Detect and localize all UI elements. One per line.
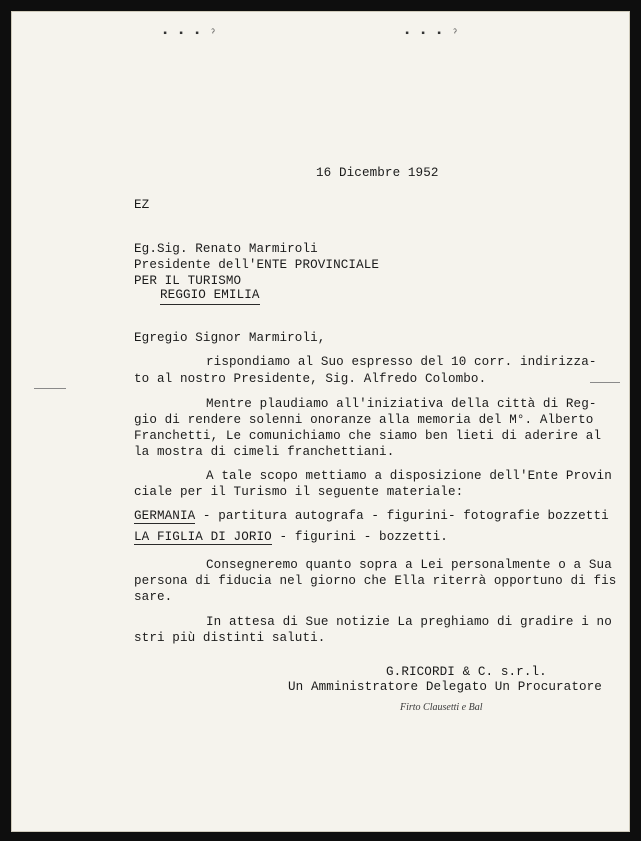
reference-code: EZ (134, 198, 150, 212)
company-name: G.RICORDI & C. s.r.l. (386, 665, 547, 679)
paragraph-line: la mostra di cimeli franchettiani. (134, 445, 395, 459)
material-title: GERMANIA (134, 509, 196, 523)
letter-date: 16 Dicembre 1952 (316, 166, 439, 180)
paragraph-line: Consegneremo quanto sopra a Lei personalmente o a Sua (206, 558, 612, 572)
material-desc: - figurini - bozzetti. (271, 530, 448, 544)
top-mark-left: ▪ ▪ ▪ ˀ (162, 29, 219, 40)
material-desc: - partitura autografa - figurini- fotografie bozzetti (195, 509, 609, 523)
recipient-city: REGGIO EMILIA (160, 287, 260, 305)
recipient-line: PER IL TURISMO (134, 274, 242, 288)
material-item (134, 527, 448, 547)
paragraph-line: Franchetti, Le comunichiamo che siamo ben lieti di aderire al (134, 429, 602, 443)
paragraph-line: rispondiamo al Suo espresso del 10 corr. indirizza- (206, 355, 597, 369)
paragraph-line: A tale scopo mettiamo a disposizione dell'Ente Provin (206, 469, 612, 483)
paragraph-line: persona di fiducia nel giorno che Ella riterrà opportuno di fis (134, 574, 617, 588)
fold-mark-left (34, 388, 66, 389)
paragraph-line: gio di rendere solenni onoranze alla memoria del M°. Alberto (134, 413, 594, 427)
signature-note: Firto Clausetti e Bal (400, 702, 483, 713)
paragraph-line: to al nostro Presidente, Sig. Alfredo Colombo. (134, 372, 487, 386)
paragraph-line: Mentre plaudiamo all'iniziativa della città di Reg- (206, 397, 597, 411)
letter-page (11, 11, 630, 832)
paragraph-line: In attesa di Sue notizie La preghiamo di gradire i no (206, 615, 612, 629)
recipient-line: Eg.Sig. Renato Marmiroli (134, 242, 318, 256)
salutation: Egregio Signor Marmiroli, (134, 331, 326, 345)
material-title: LA FIGLIA DI JORIO (134, 530, 272, 544)
recipient-line: Presidente dell'ENTE PROVINCIALE (134, 258, 380, 272)
top-mark-right: ▪ ▪ ▪ ˀ (404, 29, 461, 40)
paragraph-line: ciale per il Turismo il seguente materiale: (134, 485, 464, 499)
fold-mark-right (590, 382, 620, 383)
signers-line: Un Amministratore Delegato Un Procuratore (288, 680, 602, 694)
paragraph-line: sare. (134, 590, 173, 604)
material-item (134, 506, 609, 526)
paragraph-line: stri più distinti saluti. (134, 631, 326, 645)
